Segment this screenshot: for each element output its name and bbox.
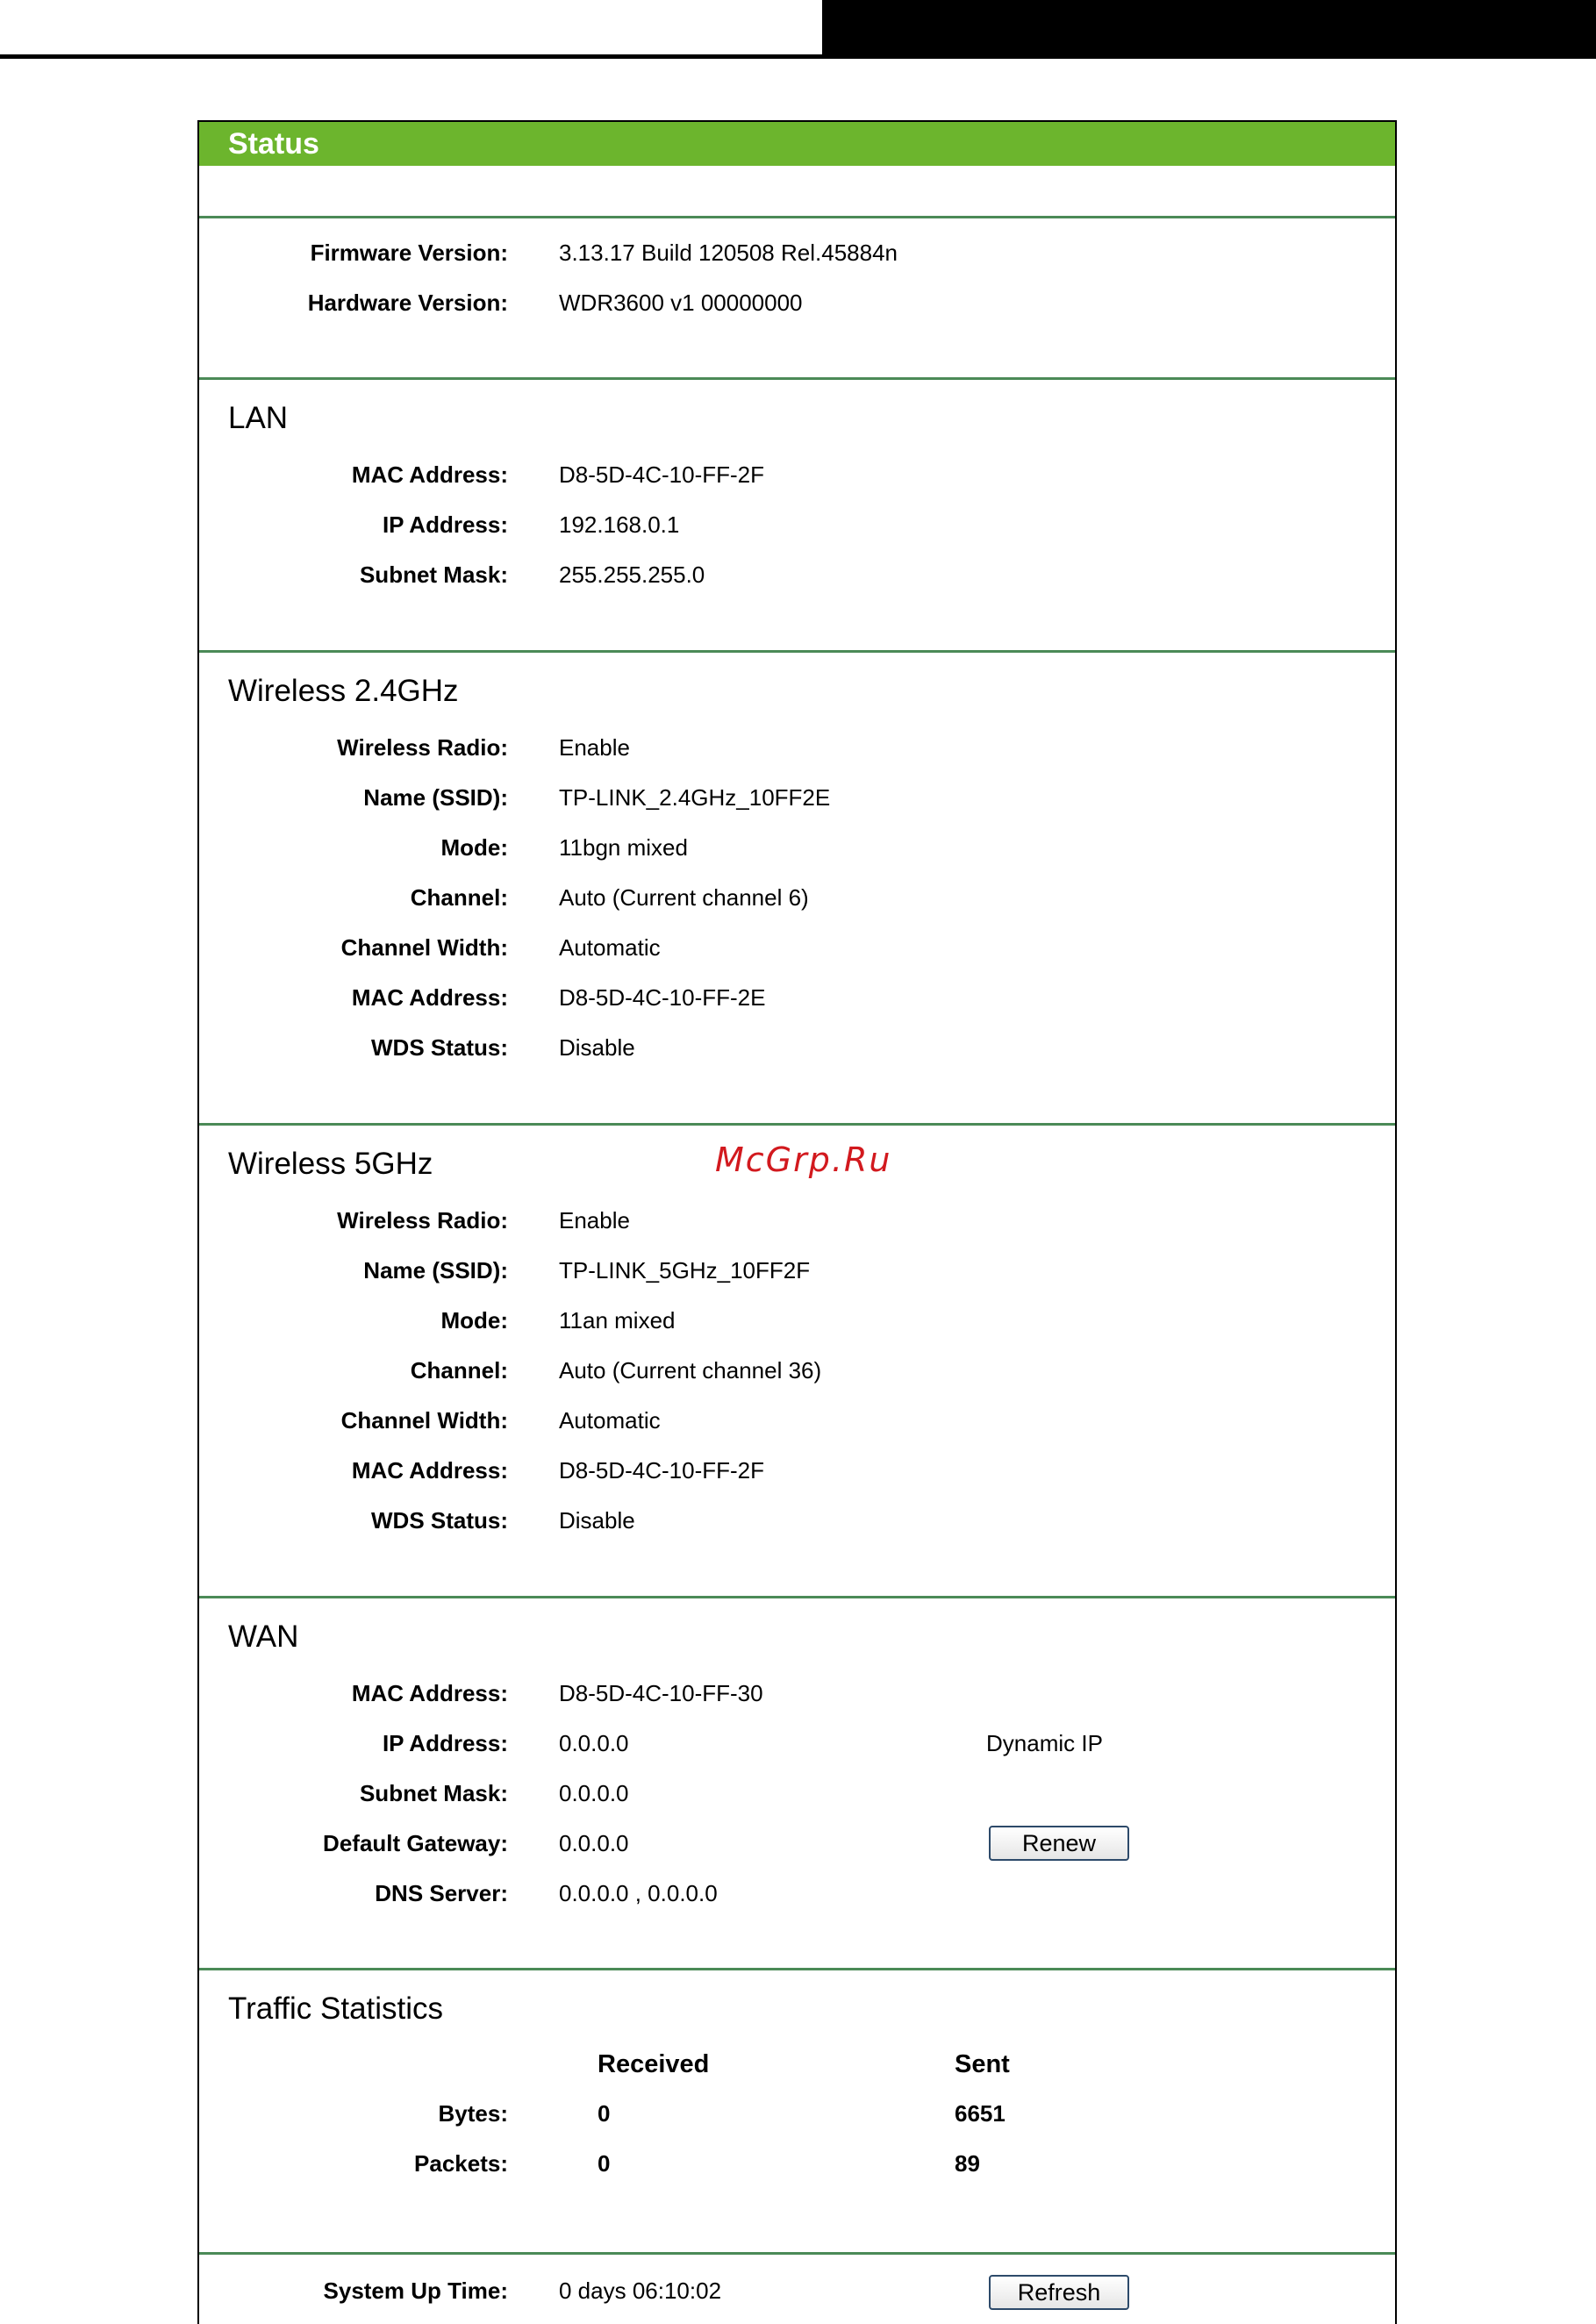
status-title-bar	[199, 122, 1395, 166]
wan-mask-label: Subnet Mask:	[359, 1780, 508, 1806]
header-rule	[0, 54, 1596, 59]
w24-mac-value: D8-5D-4C-10-FF-2E	[559, 984, 766, 1011]
packets-received-value: 0	[598, 2150, 611, 2177]
received-column-header: Received	[598, 2050, 710, 2078]
w5-mode-value: 11an mixed	[559, 1307, 676, 1334]
wan-mac-value: D8-5D-4C-10-FF-30	[559, 1680, 763, 1706]
wireless-5-heading: Wireless 5GHz	[228, 1147, 433, 1181]
wan-dns-label: DNS Server:	[375, 1880, 508, 1906]
w5-radio-value: Enable	[559, 1207, 630, 1234]
w24-radio-label: Wireless Radio:	[337, 734, 508, 761]
w24-channel-value: Auto (Current channel 6)	[559, 884, 809, 911]
hardware-version-label: Hardware Version:	[307, 290, 508, 316]
page-title: Status	[228, 127, 319, 161]
packets-sent-value: 89	[955, 2150, 980, 2177]
lan-mask-label: Subnet Mask:	[359, 561, 508, 588]
w24-wds-label: WDS Status:	[371, 1034, 508, 1061]
w5-channel-label: Channel:	[410, 1357, 508, 1384]
w24-mode-label: Mode:	[440, 834, 508, 861]
section-divider	[199, 2252, 1395, 2255]
status-panel	[197, 120, 1397, 2324]
firmware-version-label: Firmware Version:	[310, 240, 508, 266]
lan-heading: LAN	[228, 401, 289, 435]
w24-radio-value: Enable	[559, 734, 630, 761]
w24-mac-label: MAC Address:	[351, 984, 508, 1011]
w5-ssid-value: TP-LINK_5GHz_10FF2F	[559, 1257, 811, 1284]
w5-ssid-label: Name (SSID):	[363, 1257, 508, 1284]
bytes-sent-value: 6651	[955, 2100, 1006, 2127]
w24-wds-value: Disable	[559, 1034, 635, 1061]
system-uptime-value: 0 days 06:10:02	[559, 2278, 722, 2304]
w5-channel-value: Auto (Current channel 36)	[559, 1357, 822, 1384]
w24-channel-label: Channel:	[410, 884, 508, 911]
w5-wds-label: WDS Status:	[371, 1507, 508, 1534]
hardware-version-value: WDR3600 v1 00000000	[559, 290, 803, 316]
w5-mac-value: D8-5D-4C-10-FF-2F	[559, 1457, 765, 1484]
firmware-version-value: 3.13.17 Build 120508 Rel.45884n	[559, 240, 898, 266]
wan-mac-label: MAC Address:	[351, 1680, 508, 1706]
lan-mac-value: D8-5D-4C-10-FF-2F	[559, 461, 765, 488]
bytes-received-value: 0	[598, 2100, 611, 2127]
w5-mac-label: MAC Address:	[351, 1457, 508, 1484]
lan-ip-value: 192.168.0.1	[559, 511, 680, 538]
w24-width-value: Automatic	[559, 934, 661, 961]
wan-mask-value: 0.0.0.0	[559, 1780, 629, 1806]
section-divider	[199, 1123, 1395, 1126]
section-divider	[199, 650, 1395, 653]
bytes-label: Bytes:	[438, 2100, 508, 2127]
section-divider	[199, 1596, 1395, 1598]
wireless-24-heading: Wireless 2.4GHz	[228, 674, 459, 708]
w24-width-label: Channel Width:	[340, 934, 508, 961]
wan-dns-value: 0.0.0.0 , 0.0.0.0	[559, 1880, 718, 1906]
wan-gateway-value: 0.0.0.0	[559, 1830, 629, 1856]
lan-mac-label: MAC Address:	[351, 461, 508, 488]
w5-wds-value: Disable	[559, 1507, 635, 1534]
w5-mode-label: Mode:	[440, 1307, 508, 1334]
section-divider	[199, 1968, 1395, 1970]
system-uptime-label: System Up Time:	[323, 2278, 508, 2304]
section-divider	[199, 377, 1395, 380]
renew-button[interactable]: Renew	[989, 1826, 1129, 1861]
wan-ip-value: 0.0.0.0	[559, 1730, 629, 1756]
w5-radio-label: Wireless Radio:	[337, 1207, 508, 1234]
header-black-block	[822, 0, 1596, 56]
lan-mask-value: 255.255.255.0	[559, 561, 705, 588]
section-divider	[199, 216, 1395, 218]
packets-label: Packets:	[414, 2150, 508, 2177]
w5-width-label: Channel Width:	[340, 1407, 508, 1434]
wan-gateway-label: Default Gateway:	[323, 1830, 508, 1856]
watermark-text: McGrp.Ru	[715, 1141, 892, 1179]
w5-width-value: Automatic	[559, 1407, 661, 1434]
w24-mode-value: 11bgn mixed	[559, 834, 688, 861]
refresh-button[interactable]: Refresh	[989, 2275, 1129, 2310]
wan-ip-label: IP Address:	[382, 1730, 508, 1756]
w24-ssid-label: Name (SSID):	[363, 784, 508, 811]
traffic-heading: Traffic Statistics	[228, 1991, 444, 2026]
wan-heading: WAN	[228, 1620, 299, 1654]
sent-column-header: Sent	[955, 2050, 1010, 2078]
wan-connection-type: Dynamic IP	[986, 1730, 1103, 1756]
w24-ssid-value: TP-LINK_2.4GHz_10FF2E	[559, 784, 831, 811]
lan-ip-label: IP Address:	[382, 511, 508, 538]
